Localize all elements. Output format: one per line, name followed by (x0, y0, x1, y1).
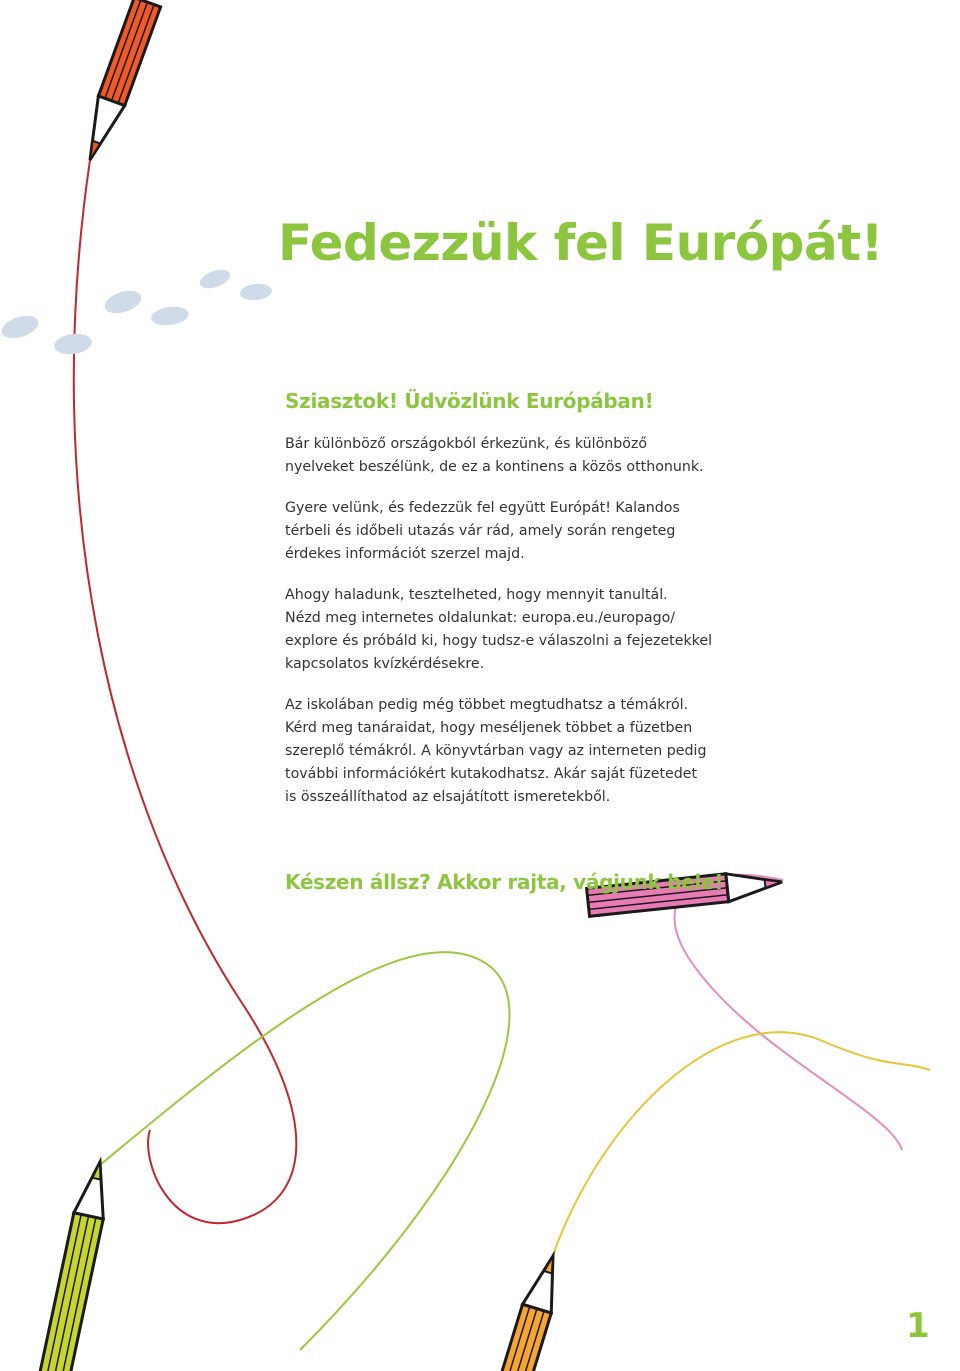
closing-heading: Készen állsz? Akkor rajta, vágjunk bele! (285, 870, 724, 894)
text-line: is összeállíthatod az elsajátított ismeretekből. (285, 789, 611, 805)
page-number: 1 (906, 1306, 930, 1346)
paragraph (285, 497, 765, 566)
text-line: Az iskolában pedig még többet megtudhatsz a témákról. (285, 697, 689, 713)
text-line: Bár különböző országokból érkezünk, és különböző (285, 436, 648, 452)
page-title: Fedezzük fel Európát! (278, 214, 883, 272)
text-line: szereplő témákról. A könyvtárban vagy az interneten pedig (285, 743, 707, 759)
text-line: térbeli és időbeli utazás vár rád, amely során rengeteg (285, 523, 676, 539)
orange-red-pencil (77, 0, 161, 165)
paragraph (285, 694, 765, 809)
orange-pencil (483, 1252, 567, 1371)
yellow-green-pencil (38, 1159, 115, 1371)
text-line: Ahogy haladunk, tesztelheted, hogy mennyit tanultál. (285, 587, 668, 603)
text-line: további információkért kutakodhatsz. Akár saját füzetedet (285, 766, 698, 782)
green-pencil-line (100, 952, 510, 1350)
text-line: Gyere velünk, és fedezzük fel együtt Európát! Kalandos (285, 500, 680, 516)
text-line: Kérd meg tanáraidat, hogy meséljenek többet a füzetben (285, 720, 693, 736)
footprints (0, 266, 273, 357)
pink-pencil-line (675, 875, 902, 1150)
paragraph (285, 433, 765, 479)
text-line: explore és próbáld ki, hogy tudsz-e válaszolni a fejezetekkel (285, 633, 713, 649)
yellow-pencil-line (552, 1032, 930, 1258)
text-line: nyelveket beszélünk, de ez a kontinens a közös otthonunk. (285, 459, 704, 475)
intro-text (285, 433, 765, 827)
text-line: Nézd meg internetes oldalunkat: europa.eu./europago/ (285, 610, 676, 626)
text-line: érdekes információt szerzel majd. (285, 546, 525, 562)
text-line: kapcsolatos kvízkérdésekre. (285, 656, 485, 672)
paragraph (285, 584, 765, 676)
greeting-heading: Sziasztok! Üdvözlünk Európában! (285, 389, 654, 413)
